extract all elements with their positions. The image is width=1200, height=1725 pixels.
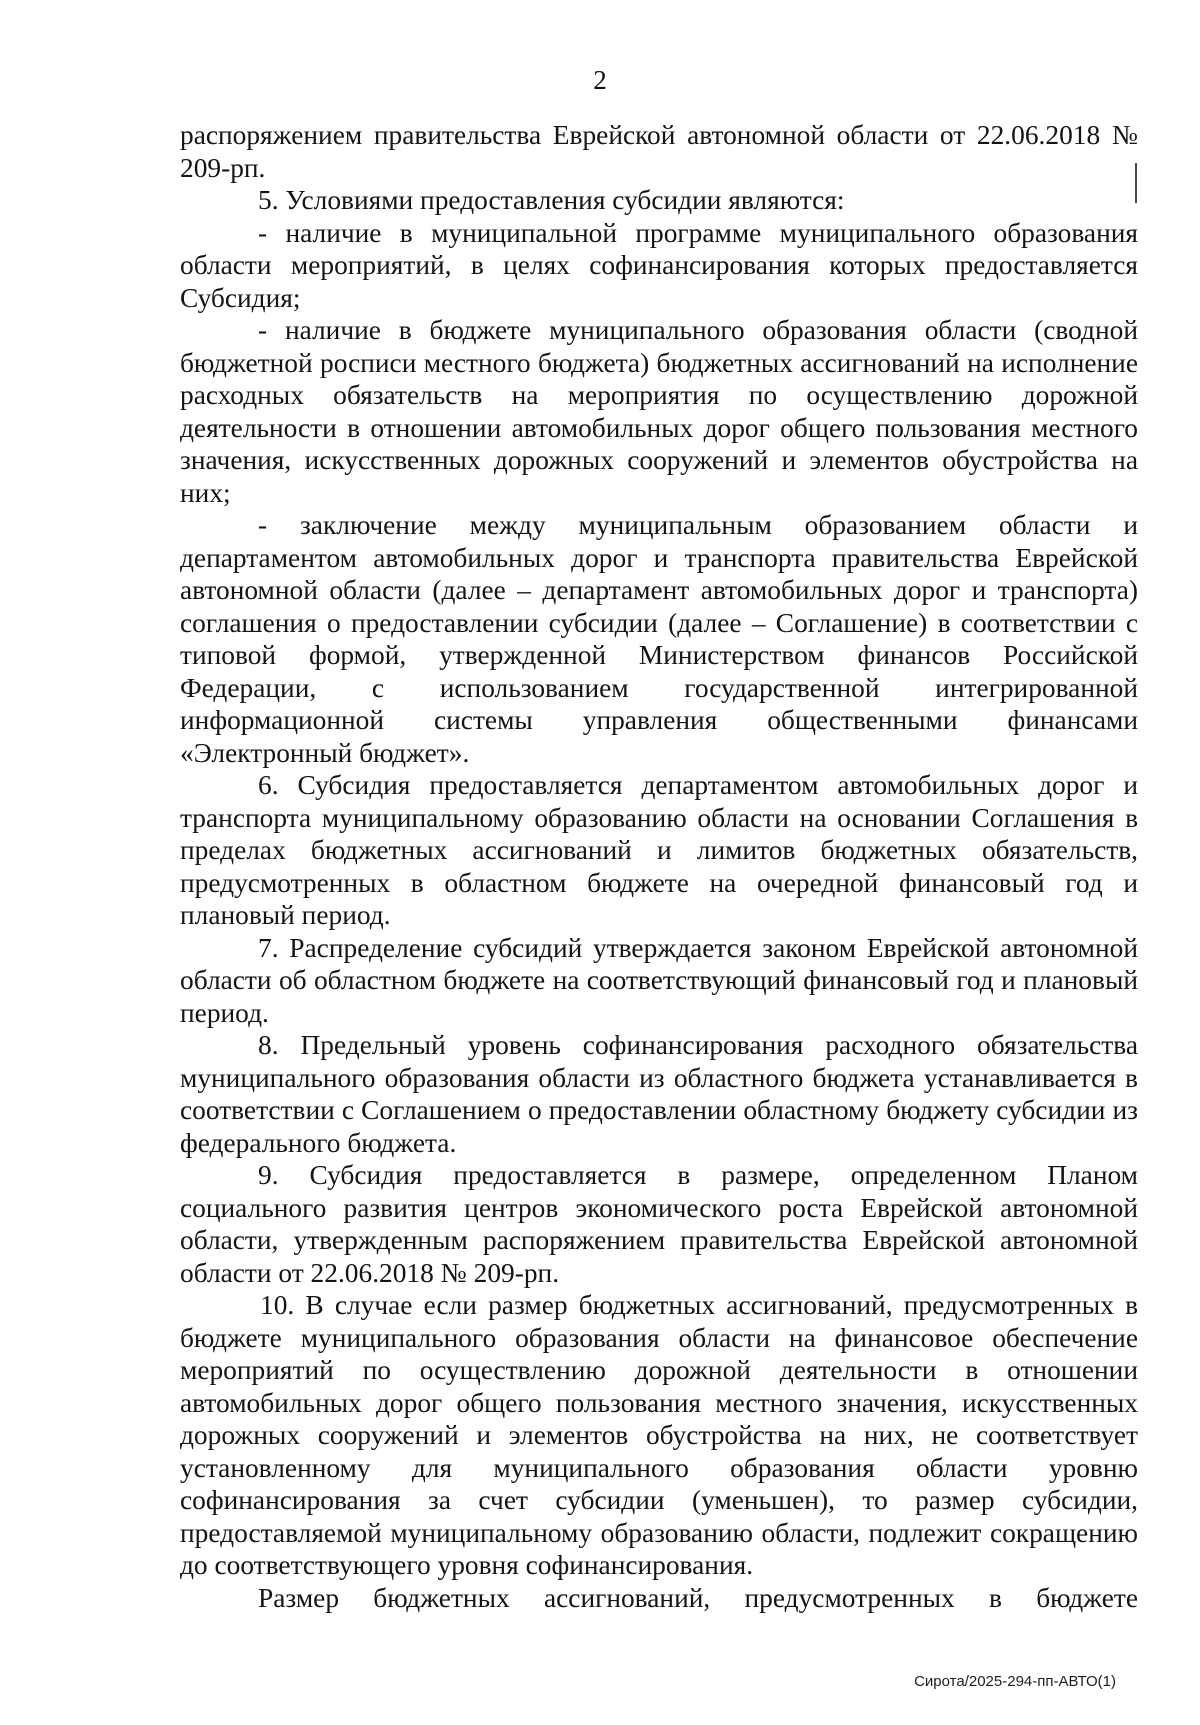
paragraph-item-6: 6. Субсидия предоставляется департаментом автомобильных дорог и транспорта муниципальному образованию области на основании Соглашения в пределах бюджетных ассигнований и лимитов бюджетных обязательств, предусмотренных в областном бюджете на очередной финансовый год и плановый период. [180, 770, 1138, 930]
paragraph-item-5: 5. Условиями предоставления субсидии являются: [258, 185, 845, 215]
page-number: 2 [593, 65, 607, 95]
paragraph-item-8: 8. Предельный уровень софинансирования расходного обязательства муниципального образования области из областного бюджета устанавливается в соответствии с Соглашением о предоставлении областному бюджету субсидии из федерального бюджета. [180, 1030, 1138, 1158]
paragraph-condition-1: - наличие в муниципальной программе муниципального образования области мероприятий, в целях софинансирования которых предоставляется Субсидия; [180, 217, 1138, 313]
paragraph-item-7: 7. Распределение субсидий утверждается законом Еврейской автономной области об областном бюджете на соответствующий финансовый год и плановый период. [180, 932, 1138, 1028]
paragraph-item-9: 9. Субсидия предоставляется в размере, определенном Планом социального развития центров экономического роста Еврейской автономной области, утвержденным распоряжением правительства Еврейской автономной области от 22.06.2018 № 209-рп. [180, 1160, 1138, 1288]
paragraph-0: распоряжением правительства Еврейской автономной области от 22.06.2018 № 209-рп. [180, 120, 1138, 183]
document-reference-code: Сирота/2025-294-пп-АВТО(1) [914, 1673, 1116, 1690]
paragraph-condition-3: - заключение между муниципальным образованием области и департаментом автомобильных дорог и транспорта правительства Еврейской автономной области (далее – департамент автомобильных дорог и транспорта) соглашения о предоставлении субсидии (далее – Соглашение) в соответствии с типовой формой, утвержденной Министерством финансов Российской Федерации, с использованием государственной интегрированной информационной системы управления общественными финансами «Электронный бюджет». [180, 510, 1138, 768]
paragraph-condition-2: - наличие в бюджете муниципального образования области (сводной бюджетной росписи местного бюджета) бюджетных ассигнований на исполнение расходных обязательств на мероприятия по осуществлению дорожной деятельности в отношении автомобильных дорог общего пользования местного значения, искусственных дорожных сооружений и элементов обустройства на них; [180, 315, 1138, 508]
paragraph-continuation: Размер бюджетных ассигнований, предусмотренных в бюджете [258, 1582, 1138, 1613]
paragraph-item-10: 10. В случае если размер бюджетных ассигнований, предусмотренных в бюджете муниципального образования области на финансовое обеспечение мероприятий по осуществлению дорожной деятельности в отношении автомобильных дорог общего пользования местного значения, искусственных дорожных сооружений и элементов обустройства на них, не соответствует установленному для муниципального образования области уровню софинансирования за счет субсидии (уменьшен), то размер субсидии, предоставляемой муниципальному образованию области, подлежит сокращению до соответствующего уровня софинансирования. [180, 1290, 1138, 1580]
document-body [180, 119, 1138, 1614]
